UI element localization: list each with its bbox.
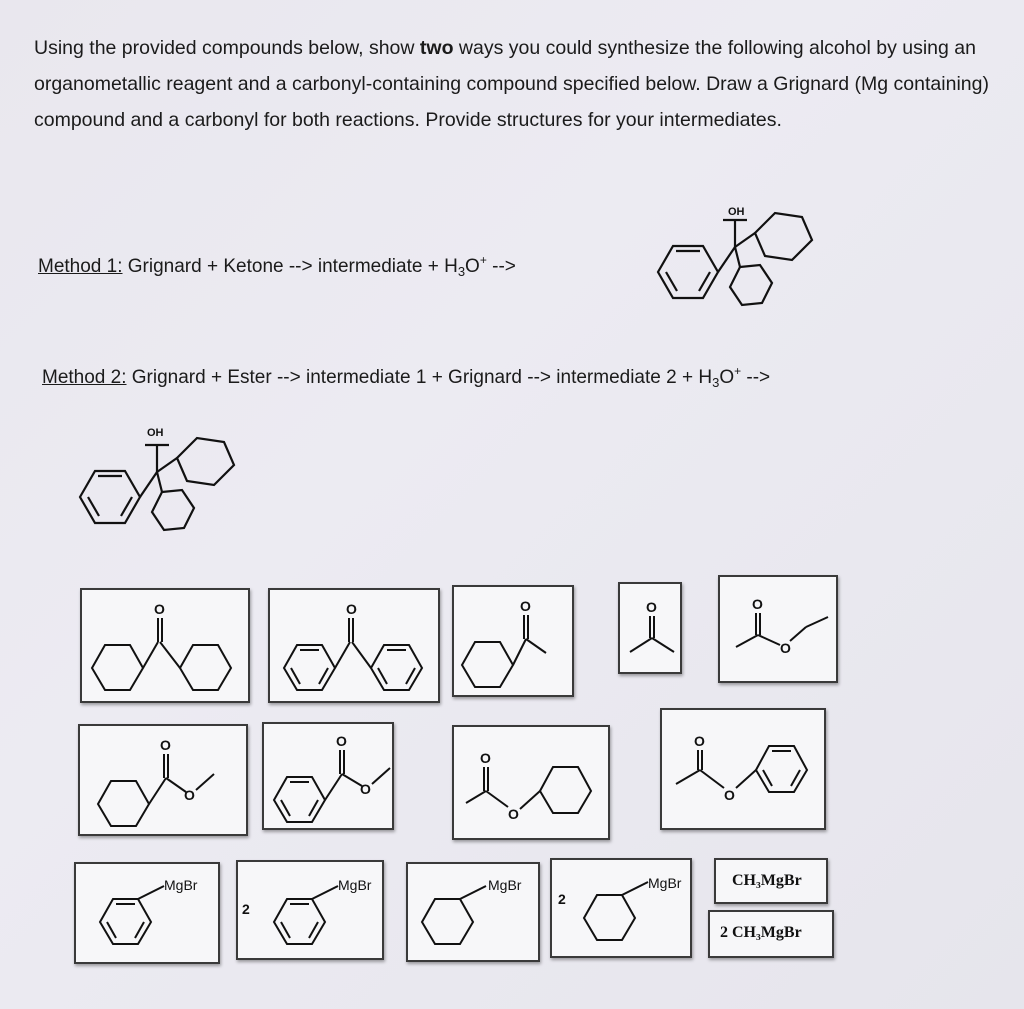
two-ch3mgbr-label: 2 CH₃MgBr <box>720 924 802 941</box>
reagent-cyclohexylmagnesium-bromide[interactable] <box>406 862 540 962</box>
compound-methyl-cyclohexanecarboxylate[interactable] <box>78 724 248 836</box>
svg-text:O: O <box>520 598 531 614</box>
compound-cyclohexyl-acetate[interactable] <box>452 725 610 840</box>
ch3mgbr-label: CH₃MgBr <box>732 872 802 889</box>
compound-acetone[interactable] <box>618 582 682 674</box>
target-alcohol-structure-1 <box>650 195 830 325</box>
question-text: Using the provided compounds below, show two ways you could synthesize the following alcohol by using an organometallic reagent and a carbonyl-containing compound specified below. Draw a Grignard (Mg containing) compound and a carbonyl for both reactions. Provide structures for your intermediates. <box>34 37 989 131</box>
method-1-line: Method 1: Grignard + Ketone --> intermediate + $H_3O^+$ --> <box>38 253 516 279</box>
svg-text:2: 2 <box>558 891 566 907</box>
reagent-2-phenylmagnesium-bromide[interactable] <box>236 860 384 960</box>
oh-label: OH <box>147 427 164 439</box>
svg-text:O: O <box>184 787 195 803</box>
svg-text:O: O <box>508 806 519 822</box>
svg-text:O: O <box>346 601 357 617</box>
svg-text:O: O <box>724 787 735 803</box>
svg-text:O: O <box>154 601 165 617</box>
svg-text:MgBr: MgBr <box>648 875 682 891</box>
svg-text:O: O <box>646 599 657 615</box>
compound-cyclohexyl-methyl-ketone[interactable] <box>452 585 574 697</box>
compound-diphenyl-ketone[interactable] <box>268 588 440 703</box>
target-alcohol-structure-2 <box>72 420 252 550</box>
svg-text:O: O <box>694 733 705 749</box>
svg-text:O: O <box>360 781 371 797</box>
reagent-2-cyclohexylmagnesium-bromide[interactable] <box>550 858 692 958</box>
svg-text:O: O <box>752 596 763 612</box>
svg-text:O: O <box>480 750 491 766</box>
svg-text:O: O <box>336 733 347 749</box>
svg-text:MgBr: MgBr <box>164 877 198 893</box>
reagent-phenylmagnesium-bromide[interactable] <box>74 862 220 964</box>
svg-text:O: O <box>160 737 171 753</box>
method-2-line: Method 2: Grignard + Ester --> intermediate 1 + Grignard --> intermediate $2 + H_3O^+$ --> <box>42 364 771 390</box>
oh-label: OH <box>728 206 745 218</box>
method-1-label: Method 1: <box>38 256 123 277</box>
compound-methyl-benzoate[interactable] <box>262 722 394 830</box>
compound-ethyl-acetate[interactable] <box>718 575 838 683</box>
reagent-methylmagnesium-bromide[interactable] <box>714 858 828 904</box>
svg-text:2: 2 <box>242 901 250 917</box>
svg-text:MgBr: MgBr <box>338 877 372 893</box>
svg-text:O: O <box>780 640 791 656</box>
reagent-2-methylmagnesium-bromide[interactable] <box>708 910 834 958</box>
compound-cyclohexyl-ketone[interactable] <box>80 588 250 703</box>
compound-phenyl-acetate[interactable] <box>660 708 826 830</box>
svg-text:MgBr: MgBr <box>488 877 522 893</box>
method-2-label: Method 2: <box>42 367 127 388</box>
